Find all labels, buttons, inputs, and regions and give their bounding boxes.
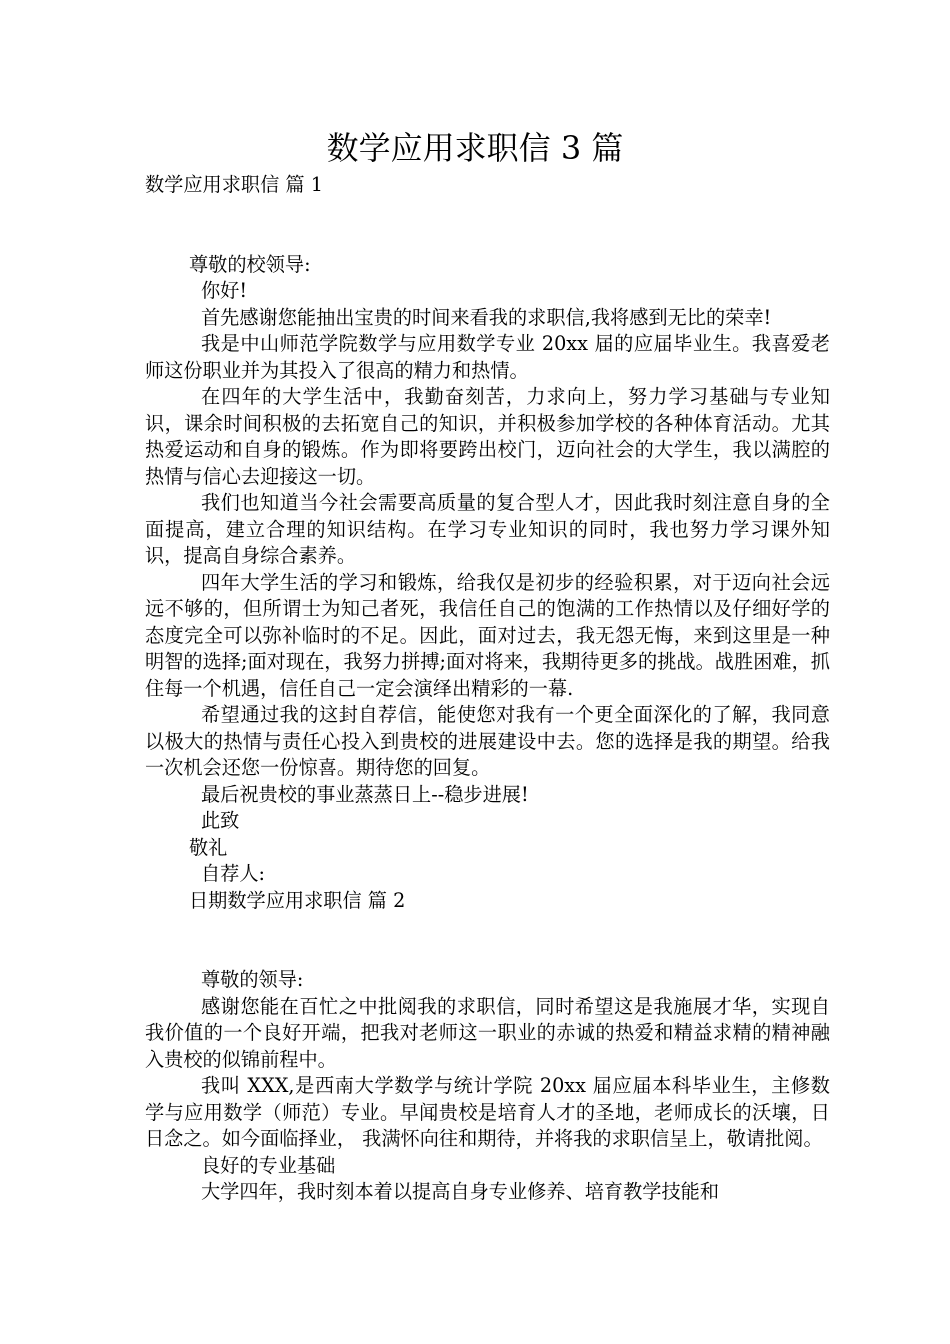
letter1-signature: 自荐人:	[201, 862, 266, 885]
letter1-salutation: 尊敬的校领导:	[189, 252, 311, 276]
letter2-subheading: 良好的专业基础	[201, 1153, 336, 1177]
letter1-closing-2: 敬礼	[189, 835, 228, 859]
letter1-paragraph-7: 最后祝贵校的事业蒸蒸日上--稳步进展!	[201, 782, 529, 806]
letter1-closing-1: 此致	[201, 809, 240, 832]
letter1-paragraph-1: 首先感谢您能抽出宝贵的时间来看我的求职信,我将感到无比的荣幸!	[201, 305, 772, 329]
letter1-paragraph-2: 我是中山师范学院数学与应用数学专业 20xx 届的应届毕业生。我喜爱老师这份职业并为其投入了很高的精力和热情。	[145, 332, 830, 382]
letter1-paragraph-5: 四年大学生活的学习和锻炼，给我仅是初步的经验积累，对于迈向社会远远不够的，但所谓士为知己者死，我信任自己的饱满的工作热情以及仔细好学的态度完全可以弥补临时的不足。因此，面对过去，我无怨无悔，来到这里是一种明智的选择;面对现在，我努力拼搏;面对将来，我期待更多的挑战。战胜困难，抓住每一个机遇，信任自己一定会演绎出精彩的一幕.	[145, 570, 830, 700]
letter1-paragraph-6: 希望通过我的这封自荐信，能使您对我有一个更全面深化的了解，我同意以极大的热情与责任心投入到贵校的进展建设中去。您的选择是我的期望。给我一次机会还您一份惊喜。期待您的回复。	[145, 703, 830, 779]
section-heading-1: 数学应用求职信 篇 1	[145, 173, 323, 196]
letter1-paragraph-3: 在四年的大学生活中，我勤奋刻苦，力求向上，努力学习基础与专业知识，课余时间积极的去拓宽自己的知识，并积极参加学校的各种体育活动。尤其热爱运动和自身的锻炼。作为即将要跨出校门，迈向社会的大学生，我以满腔的热情与信心去迎接这一切。	[145, 385, 830, 488]
letter2-paragraph-3: 大学四年，我时刻本着以提高自身专业修养、培育教学技能和	[201, 1180, 720, 1203]
section-heading-2: 日期数学应用求职信 篇 2	[189, 888, 406, 912]
letter2-paragraph-2: 我叫 XXX,是西南大学数学与统计学院 20xx 届应届本科毕业生，主修数学与应用数学（师范）专业。早闻贵校是培育人才的圣地，老师成长的沃壤，日日念之。如今面临择业， 我满怀向往和期待，并将我的求职信呈上，敬请批阅。	[145, 1074, 830, 1150]
document-title: 数学应用求职信 3 篇	[326, 129, 624, 167]
document-body	[145, 172, 830, 1206]
spacer	[145, 914, 830, 967]
letter2-salutation: 尊敬的领导:	[201, 968, 304, 991]
letter1-paragraph-4: 我们也知道当今社会需要高质量的复合型人才，因此我时刻注意自身的全面提高，建立合理的知识结构。在学习专业知识的同时，我也努力学习课外知识，提高自身综合素养。	[145, 491, 830, 567]
letter2-paragraph-1: 感谢您能在百忙之中批阅我的求职信，同时希望这是我施展才华，实现自我价值的一个良好开端，把我对老师这一职业的赤诚的热爱和精益求精的精神融入贵校的似锦前程中。	[145, 994, 830, 1071]
spacer	[145, 199, 830, 252]
letter1-greeting: 你好!	[201, 279, 248, 302]
